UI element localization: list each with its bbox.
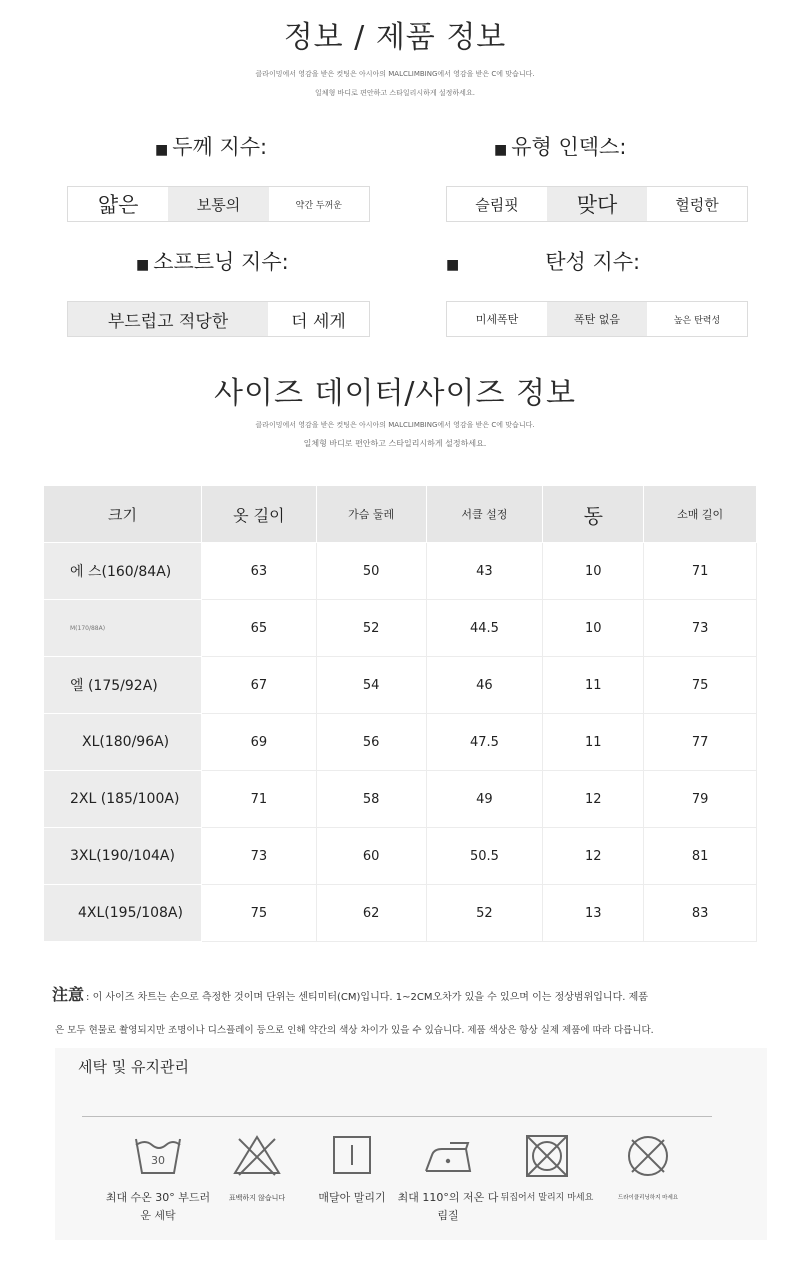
- no-tumble-dry-icon: [521, 1133, 573, 1179]
- thickness-option-normal: 보통의: [168, 187, 268, 221]
- table-cell: 43: [426, 543, 543, 600]
- type-scale: [446, 186, 748, 222]
- table-cell: 75: [644, 657, 757, 714]
- size-cell: 2XL (185/100A): [44, 771, 202, 828]
- table-header-row: [44, 486, 757, 543]
- type-option-slim: 슬림핏: [475, 195, 519, 214]
- type-index-label: ■ 유형 인덱스:: [494, 135, 627, 159]
- table-cell: 77: [644, 714, 757, 771]
- size-cell: 4XL(195/108A): [44, 885, 202, 942]
- care-text: 드라이클리닝하지 마세요: [617, 1195, 679, 1201]
- table-cell: 10: [543, 543, 644, 600]
- table-cell: 11: [543, 714, 644, 771]
- care-text: 최대 110°의 저온 다림질: [397, 1191, 499, 1222]
- header-length: 옷 길이: [201, 486, 316, 543]
- type-option-loose: 헐렁한: [675, 195, 719, 214]
- iron-low-icon: [422, 1133, 474, 1179]
- elasticity-option-micro: 미세폭탄: [475, 313, 519, 326]
- table-row: [44, 714, 757, 771]
- table-row: [44, 543, 757, 600]
- table-cell: 58: [316, 771, 426, 828]
- product-info-subtitle-1: 클라이밍에서 영감을 받은 컷팅은 아시아의 MALCLIMBING에서 영감을 받은 C에 맞습니다.: [255, 70, 535, 78]
- table-cell: 73: [201, 828, 316, 885]
- table-cell: 71: [201, 771, 316, 828]
- table-cell: 83: [644, 885, 757, 942]
- no-dry-clean-icon: [622, 1133, 674, 1179]
- table-cell: 50: [316, 543, 426, 600]
- product-info-title: 정보 / 제품 정보: [283, 20, 507, 55]
- size-note: [52, 982, 648, 1005]
- table-row: [44, 657, 757, 714]
- care-text: 뒤집어서 말리지 마세요: [500, 1193, 594, 1203]
- elasticity-option-none: 폭탄 없음: [547, 302, 647, 336]
- line-dry-icon: [326, 1133, 378, 1179]
- table-cell: 81: [644, 828, 757, 885]
- svg-text:30: 30: [151, 1154, 165, 1167]
- table-cell: 47.5: [426, 714, 543, 771]
- care-item-bleach: [202, 1133, 312, 1207]
- softening-index-label: ■ 소프트닝 지수:: [136, 250, 289, 274]
- note-mark: 注意: [52, 985, 85, 1004]
- table-cell: 52: [426, 885, 543, 942]
- table-cell: 65: [201, 600, 316, 657]
- softening-option-hard: 더 세게: [291, 311, 346, 332]
- size-cell: 에 스(160/84A): [44, 543, 202, 600]
- table-cell: 50.5: [426, 828, 543, 885]
- table-cell: 49: [426, 771, 543, 828]
- table-row: [44, 771, 757, 828]
- table-cell: 10: [543, 600, 644, 657]
- size-info-subtitle-2: 일체형 바디로 편안하고 스타일리시하게 설정하세요.: [303, 439, 487, 448]
- table-row: [44, 828, 757, 885]
- table-cell: 79: [644, 771, 757, 828]
- thickness-scale: [67, 186, 370, 222]
- table-cell: 12: [543, 771, 644, 828]
- wash-30-icon: [132, 1133, 184, 1179]
- thickness-option-thick: 약간 두꺼운: [295, 200, 342, 211]
- header-chest: 가슴 둘레: [316, 486, 426, 543]
- table-cell: 54: [316, 657, 426, 714]
- table-cell: 13: [543, 885, 644, 942]
- size-cell: 3XL(190/104A): [44, 828, 202, 885]
- table-cell: 67: [201, 657, 316, 714]
- table-cell: 75: [201, 885, 316, 942]
- care-item-dry: [297, 1133, 407, 1207]
- care-text: 최대 수온 30° 부드러운 세탁: [105, 1191, 211, 1222]
- size-cell: XL(180/96A): [44, 714, 202, 771]
- size-info-title: 사이즈 데이터/사이즈 정보: [214, 376, 576, 411]
- care-item-tumble: [492, 1133, 602, 1207]
- table-cell: 73: [644, 600, 757, 657]
- table-cell: 56: [316, 714, 426, 771]
- softening-scale: [67, 301, 370, 337]
- care-divider: [82, 1116, 712, 1117]
- thickness-option-thin: 얇은: [97, 193, 139, 217]
- size-cell: M(170/88A): [44, 600, 202, 657]
- table-cell: 44.5: [426, 600, 543, 657]
- elasticity-scale: [446, 301, 748, 337]
- table-row: [44, 600, 757, 657]
- table-cell: 52: [316, 600, 426, 657]
- care-text: 표백하지 않습니다: [228, 1194, 286, 1202]
- header-size: 크기: [44, 486, 202, 543]
- no-bleach-icon: [231, 1133, 283, 1179]
- care-item-wash: [103, 1133, 213, 1225]
- size-table: [43, 485, 757, 942]
- care-title: 세탁 및 유지관리: [78, 1058, 189, 1076]
- table-cell: 71: [644, 543, 757, 600]
- product-info-subtitle-2: 일체형 바디로 편안하고 스타일리시하게 설정하세요.: [315, 89, 475, 97]
- table-cell: 60: [316, 828, 426, 885]
- care-item-dryclean: [593, 1133, 703, 1207]
- note-line-2: 은 모두 현물로 촬영되지만 조명이나 디스플레이 등으로 인해 약간의 색상 차이가 있을 수 있습니다. 제품 색상은 항상 실제 제품에 따라 다릅니다.: [55, 1025, 654, 1036]
- header-sleeve: 소매 길이: [644, 486, 757, 543]
- table-cell: 69: [201, 714, 316, 771]
- softening-option-soft: 부드럽고 적당한: [68, 302, 268, 336]
- care-text: 매달아 말리기: [318, 1191, 386, 1204]
- elasticity-index-label: ■ 탄성 지수:: [446, 250, 641, 274]
- header-shoulder: 동: [543, 486, 644, 543]
- table-cell: 63: [201, 543, 316, 600]
- size-cell: 엘 (175/92A): [44, 657, 202, 714]
- table-row: [44, 885, 757, 942]
- type-option-fit: 맞다: [547, 187, 647, 221]
- table-cell: 62: [316, 885, 426, 942]
- note-line-1: : 이 사이즈 차트는 손으로 측정한 것이며 단위는 센티미터(CM)입니다. 1~2CM오차가 있을 수 있으며 이는 정상범위입니다. 제품: [86, 992, 648, 1003]
- care-item-iron: [393, 1133, 503, 1225]
- header-circle: 서클 설정: [426, 486, 543, 543]
- size-info-subtitle-1: 클라이밍에서 영감을 받은 컷팅은 아시아의 MALCLIMBING에서 영감을 받은 C에 맞습니다.: [255, 421, 535, 429]
- thickness-index-label: ■ 두께 지수:: [155, 135, 268, 159]
- table-cell: 46: [426, 657, 543, 714]
- table-cell: 11: [543, 657, 644, 714]
- elasticity-option-high: 높은 탄력성: [673, 315, 721, 326]
- table-cell: 12: [543, 828, 644, 885]
